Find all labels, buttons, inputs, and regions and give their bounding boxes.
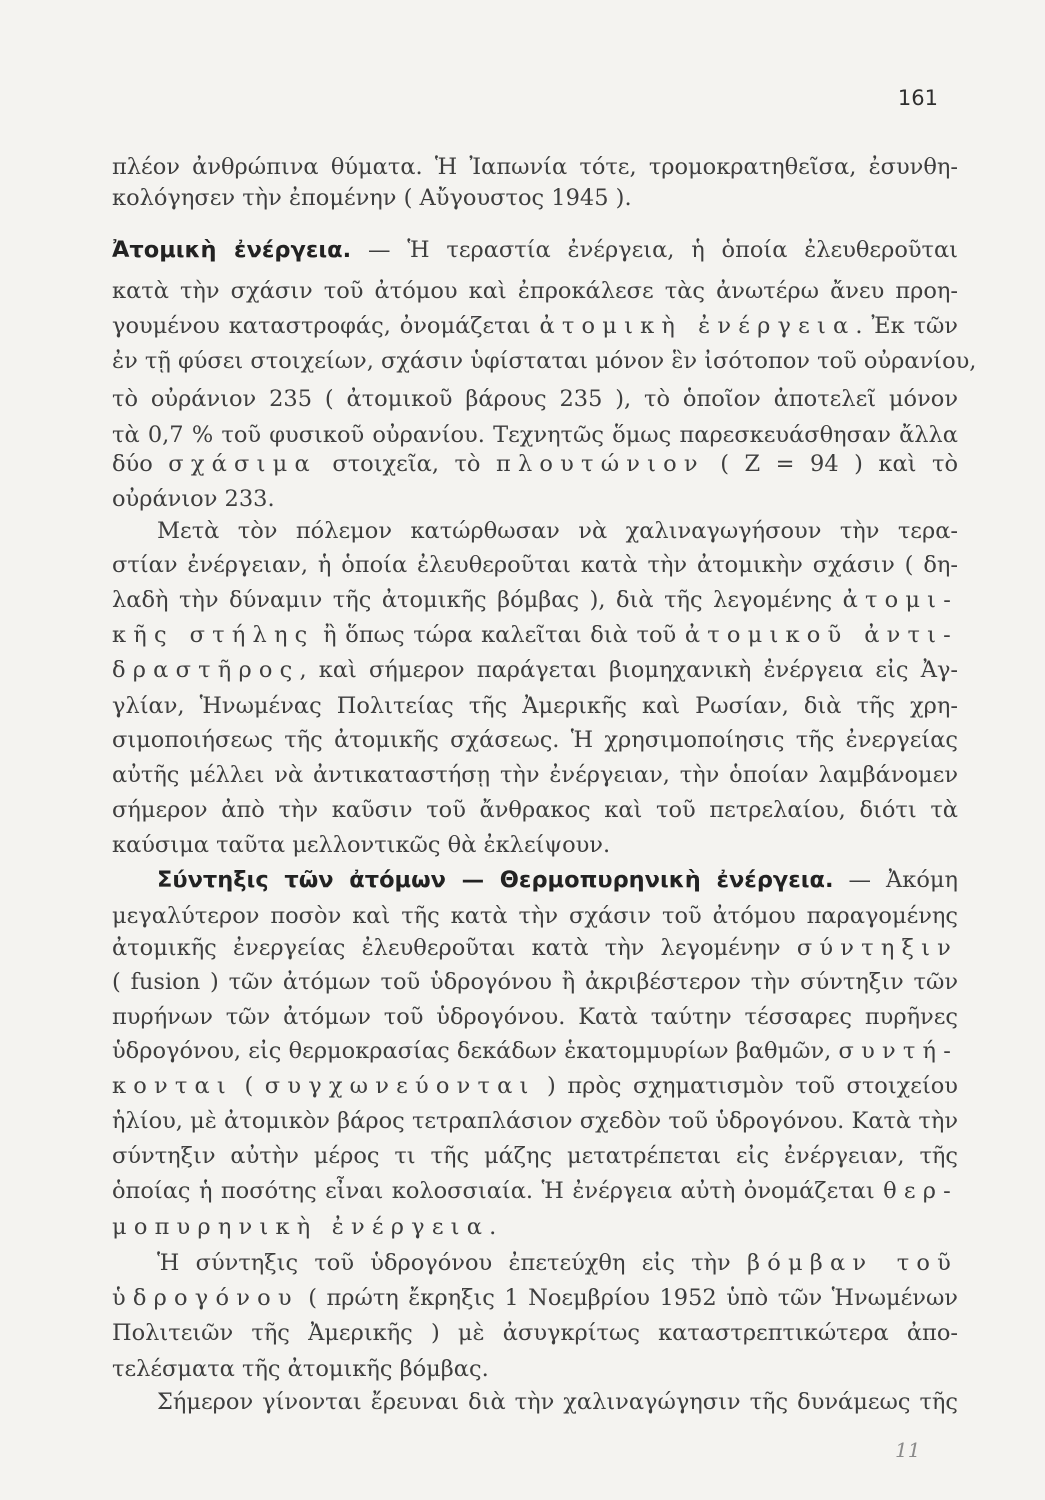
text-run: τὰ 0,7 % τοῦ φυσικοῦ οὐρανίου. Τεχνητῶς ὅμως παρεσκευάσθησαν ἄλλα	[112, 422, 958, 448]
signature-mark: 11	[895, 1438, 921, 1462]
text-line	[112, 795, 958, 825]
text-run: αὐτῆς μέλλει νὰ ἀντικαταστήσῃ τὴν ἐνέργειαν, τὴν ὁποίαν λαμβάνομεν	[112, 762, 958, 788]
text-run: γουμένου καταστροφάς, ὀνομάζεται	[112, 313, 540, 339]
spaced-emphasis: σύντηξιν	[796, 935, 958, 961]
text-line	[112, 420, 958, 450]
text-run: ( πρώτη ἔκρηξις 1 Νοεμβρίου 1952 ὑπὸ τῶν Ἡνωμένων	[298, 1285, 958, 1311]
spaced-emphasis: μοπυρηνικὴ ἐνέργεια	[112, 1214, 490, 1240]
spaced-emphasis: δραστῆρος	[112, 657, 300, 683]
text-line	[112, 1283, 958, 1313]
text-line	[112, 1318, 958, 1348]
text-line	[112, 1176, 958, 1206]
spaced-emphasis: βόμβαν τοῦ	[746, 1250, 958, 1276]
text-line	[112, 276, 958, 306]
text-run: πυρήνων τῶν ἀτόμων τοῦ ὑδρογόνου. Κατὰ ταύτην τέσσαρες πυρῆνες	[112, 1004, 958, 1030]
text-line	[112, 550, 958, 580]
text-line	[112, 484, 958, 514]
text-run: Ἡ σύντηξις τοῦ ὑδρογόνου ἐπετεύχθη εἰς τὴν	[157, 1250, 747, 1276]
text-run: ( Ζ = 94 ) καὶ τὸ	[704, 451, 958, 477]
text-line	[112, 311, 958, 341]
text-run: — Ἀκόμη	[833, 867, 959, 893]
text-run: Σήμερον γίνονται ἔρευναι διὰ τὴν χαλιναγώγησιν τῆς δυνάμεως τῆς	[157, 1389, 958, 1415]
text-run: ( fusion ) τῶν ἀτόμων τοῦ ὑδρογόνου ἢ ἀκριβέστερον τὴν σύντηξιν τῶν	[112, 969, 958, 995]
text-run: — Ἡ τεραστία ἐνέργεια, ἡ ὁποία ἐλευθεροῦται	[351, 237, 959, 263]
text-run: ἡλίου, μὲ ἀτομικὸν βάρος τετραπλάσιον σχεδὸν τοῦ ὑδρογόνου. Κατὰ τὴν	[112, 1108, 958, 1134]
text-line	[112, 1036, 958, 1066]
text-run: ἐν τῇ φύσει στοιχείων, σχάσιν ὑφίσταται μόνον ἓν ἰσότοπον τοῦ οὐρανίου,	[112, 348, 977, 374]
text-line	[112, 384, 958, 414]
text-line	[112, 1071, 958, 1101]
spaced-emphasis: συντή-	[838, 1038, 958, 1064]
text-run: , καὶ σήμερον παράγεται βιομηχανικὴ ἐνέργεια εἰς Ἀγ-	[299, 657, 958, 683]
text-run: σιμοποιήσεως τῆς ἀτομικῆς σχάσεως. Ἡ χρησιμοποίησις τῆς ἐνεργείας	[112, 727, 958, 753]
text-line	[112, 449, 958, 479]
spaced-emphasis: κονται	[112, 1073, 233, 1099]
text-line	[112, 346, 977, 376]
text-line	[112, 152, 958, 182]
text-line	[112, 1002, 958, 1032]
text-line	[112, 830, 958, 860]
text-run: γλίαν, Ἡνωμένας Πολιτείας τῆς Ἀμερικῆς καὶ Ρωσίαν, διὰ τῆς χρη-	[112, 693, 958, 719]
text-line	[112, 933, 958, 963]
spaced-emphasis: συγχωνεύονται	[264, 1073, 536, 1099]
text-run: στίαν ἐνέργειαν, ἡ ὁποία ἐλευθεροῦται κατὰ τὴν ἀτομικὴν σχάσιν ( δη-	[112, 552, 958, 578]
spaced-emphasis: κῆς στήλης	[112, 622, 315, 648]
spaced-emphasis: θερ-	[883, 1178, 958, 1204]
text-run: σύντηξιν αὐτὴν μέρος τι τῆς μάζης μετατρέπεται εἰς ἐνέργειαν, τῆς	[112, 1143, 958, 1169]
spaced-emphasis: ἀτομικοῦ ἀντι-	[684, 622, 958, 648]
text-run: ) πρὸς σχηματισμὸν τοῦ στοιχείου	[535, 1073, 958, 1099]
spaced-emphasis: ὑδρογόνου	[112, 1285, 299, 1311]
text-line	[112, 1212, 958, 1242]
text-run: οὐράνιον 233.	[112, 486, 275, 512]
section-heading: Ἀτομικὴ ἐνέργεια.	[112, 237, 352, 263]
text-line	[112, 620, 958, 650]
text-run: κολόγησεν τὴν ἐπομένην ( Αὔγουστος 1945 ).	[112, 185, 632, 211]
text-line	[157, 865, 958, 895]
text-line	[112, 725, 958, 755]
text-line	[157, 1387, 958, 1417]
text-run: μεγαλύτερον ποσὸν καὶ τῆς κατὰ τὴν σχάσιν τοῦ ἀτόμου παραγομένης	[112, 903, 958, 929]
text-run: Πολιτειῶν τῆς Ἀμερικῆς ) μὲ ἀσυγκρίτως καταστρεπτικώτερα ἀπο-	[112, 1320, 958, 1346]
text-run: σήμερον ἀπὸ τὴν καῦσιν τοῦ ἄνθρακος καὶ τοῦ πετρελαίου, διότι τὰ	[112, 797, 958, 823]
spaced-emphasis: ἀτομι-	[842, 587, 958, 613]
text-line	[112, 901, 958, 931]
text-line	[112, 760, 958, 790]
text-line	[157, 516, 958, 546]
text-run: .	[489, 1214, 497, 1240]
text-line	[112, 655, 958, 685]
spaced-emphasis: πλουτώνιον	[495, 451, 705, 477]
page-number: 161	[897, 86, 938, 110]
spaced-emphasis: ἀτομικὴ ἐνέργεια	[539, 313, 856, 339]
text-run: τὸ οὐράνιον 235 ( ἀτομικοῦ βάρους 235 ), τὸ ὁποῖον ἀποτελεῖ μόνον	[112, 386, 958, 412]
text-line	[112, 691, 958, 721]
text-run: πλέον ἀνθρώπινα θύματα. Ἡ Ἰαπωνία τότε, τρομοκρατηθεῖσα, ἐσυνθη-	[112, 154, 958, 180]
section-heading: Σύντηξις τῶν ἀτόμων — Θερμοπυρηνικὴ ἐνέργεια.	[157, 867, 834, 893]
text-line	[157, 1248, 958, 1278]
text-run: στοιχεῖα, τὸ	[316, 451, 496, 477]
text-line	[112, 585, 958, 615]
text-run: (	[232, 1073, 265, 1099]
text-line	[112, 1106, 958, 1136]
text-run: δύο	[112, 451, 169, 477]
text-run: ἢ ὅπως τώρα καλεῖται διὰ τοῦ	[314, 622, 685, 648]
text-line	[112, 235, 958, 265]
text-run: λαδὴ τὴν δύναμιν τῆς ἀτομικῆς βόμβας ), διὰ τῆς λεγομένης	[112, 587, 843, 613]
text-run: Μετὰ τὸν πόλεμον κατώρθωσαν νὰ χαλιναγωγήσουν τὴν τερα-	[157, 518, 958, 544]
text-line	[112, 183, 958, 213]
text-run: . Ἐκ τῶν	[855, 313, 958, 339]
text-run: καύσιμα ταῦτα μελλοντικῶς θὰ ἐκλείψουν.	[112, 832, 611, 858]
text-line	[112, 1354, 958, 1384]
text-line	[112, 967, 958, 997]
text-run: ὑδρογόνου, εἰς θερμοκρασίας δεκάδων ἑκατομμυρίων βαθμῶν,	[112, 1038, 839, 1064]
text-run: κατὰ τὴν σχάσιν τοῦ ἀτόμου καὶ ἐπροκάλεσε τὰς ἀνωτέρω ἄνευ προη-	[112, 278, 958, 304]
text-line	[112, 1141, 958, 1171]
text-run: τελέσματα τῆς ἀτομικῆς βόμβας.	[112, 1356, 489, 1382]
text-run: ὁποίας ἡ ποσότης εἶναι κολοσσιαία. Ἡ ἐνέργεια αὐτὴ ὀνομάζεται	[112, 1178, 884, 1204]
text-run: ἀτομικῆς ἐνεργείας ἐλευθεροῦται κατὰ τὴν λεγομένην	[112, 935, 797, 961]
spaced-emphasis: σχάσιμα	[168, 451, 317, 477]
